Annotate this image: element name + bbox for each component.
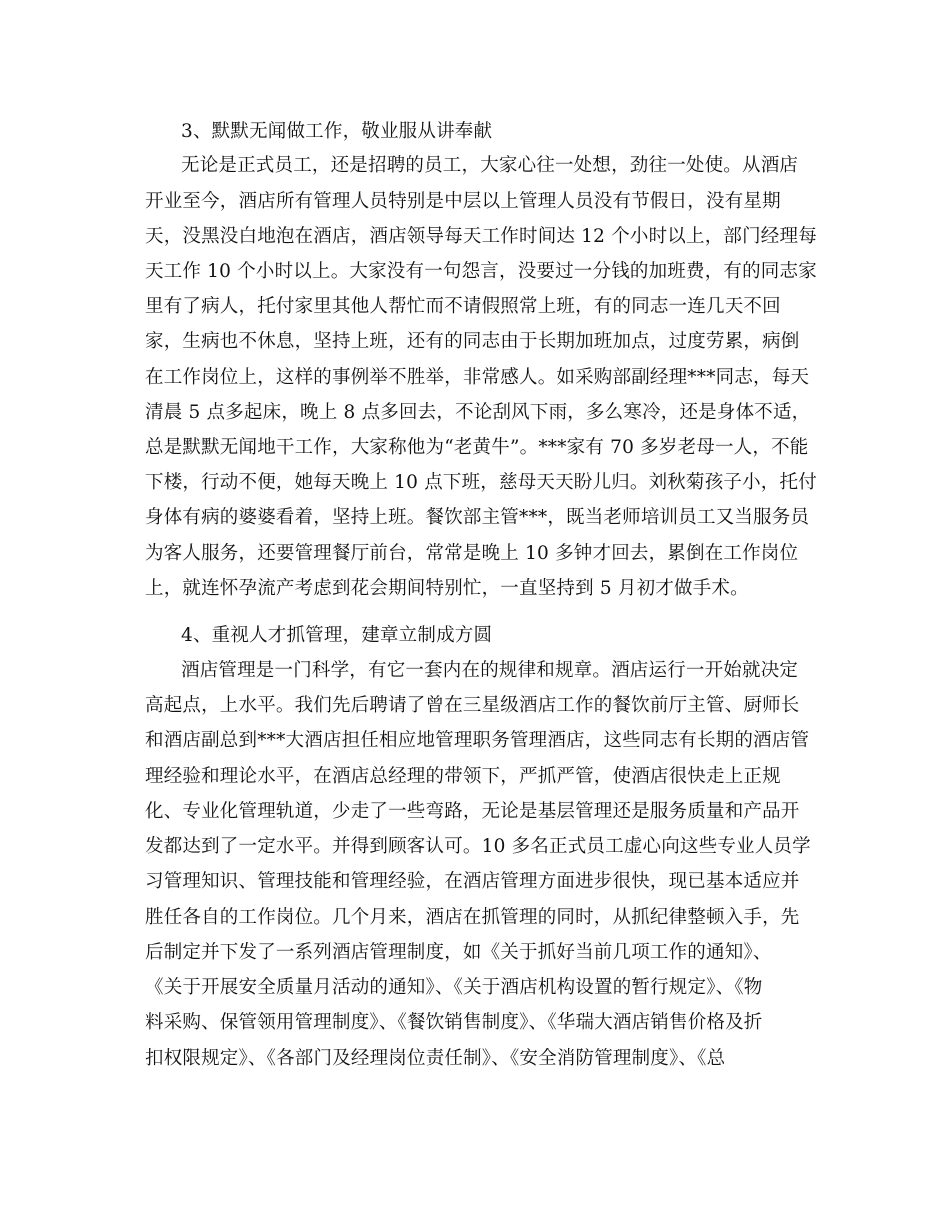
paragraph-line: 家，生病也不休息，坚持上班，还有的同志由于长期加班加点，过度劳累，病倒 <box>145 331 800 352</box>
paragraph-line: 高起点，上水平。我们先后聘请了曾在三星级酒店工作的餐饮前厅主管、厨师长 <box>145 695 800 716</box>
section-heading-4: 4、重视人才抓管理，建章立制成方圆 <box>181 625 493 646</box>
paragraph-line: 天，没黑没白地泡在酒店，酒店领导每天工作时间达 12 个小时以上，部门经理每 <box>145 226 817 247</box>
paragraph-line: 清晨 5 点多起床，晚上 8 点多回去，不论刮风下雨，多么寒冷，还是身体不适， <box>145 402 811 423</box>
paragraph-line: 下楼，行动不便，她每天晚上 10 点下班，慈母天天盼儿归。刘秋菊孩子小，托付 <box>145 472 817 493</box>
paragraph-line: 天工作 10 个小时以上。大家没有一句怨言，没要过一分钱的加班费，有的同志家 <box>145 261 817 282</box>
paragraph-line: 酒店管理是一门科学，有它一套内在的规律和规章。酒店运行一开始就决定 <box>181 660 799 681</box>
paragraph-line: 在工作岗位上，这样的事例举不胜举，非常感人。如采购部副经理***同志，每天 <box>145 367 810 388</box>
paragraph-line: 发都达到了一定水平。并得到顾客认可。10 多名正式员工虚心向这些专业人员学 <box>145 836 811 857</box>
paragraph-line: 《关于开展安全质量月活动的通知》、《关于酒店机构设置的暂行规定》、《物 <box>145 977 763 998</box>
paragraph-line: 理经验和理论水平，在酒店总经理的带领下，严抓严管，使酒店很快走上正规 <box>145 766 781 787</box>
paragraph-line: 扣权限规定》、《各部门及经理岗位责任制》、《安全消防管理制度》、《总 <box>145 1048 726 1069</box>
paragraph-line: 为客人服务，还要管理餐厅前台，常常是晚上 10 多钟才回去，累倒在工作岗位 <box>145 543 799 564</box>
paragraph-line: 胜任各自的工作岗位。几个月来，酒店在抓管理的同时，从抓纪律整顿入手，先 <box>145 907 800 928</box>
paragraph-line: 里有了病人，托付家里其他人帮忙而不请假照常上班，有的同志一连几天不回 <box>145 296 781 317</box>
paragraph-line: 习管理知识、管理技能和管理经验，在酒店管理方面进步很快，现已基本适应并 <box>145 871 800 892</box>
paragraph-line: 身体有病的婆婆看着，坚持上班。餐饮部主管***，既当老师培训员工又当服务员 <box>145 507 810 528</box>
paragraph-line: 开业至今，酒店所有管理人员特别是中层以上管理人员没有节假日，没有星期 <box>145 191 781 212</box>
paragraph-line: 无论是正式员工，还是招聘的员工，大家心往一处想，劲往一处使。从酒店 <box>181 155 799 176</box>
paragraph-line: 料采购、保管领用管理制度》、《餐饮销售制度》、《华瑞大酒店销售价格及折 <box>145 1012 763 1033</box>
paragraph-line: 上，就连怀孕流产考虑到花会期间特别忙，一直坚持到 5 月初才做手术。 <box>145 578 749 599</box>
section-heading-3: 3、默默无闻做工作，敬业服从讲奉献 <box>181 121 493 142</box>
paragraph-line: 化、专业化管理轨道，少走了一些弯路，无论是基层管理还是服务质量和产品开 <box>145 801 800 822</box>
paragraph-line: 总是默默无闻地干工作，大家称他为“老黄牛”。***家有 70 多岁老母一人，不能 <box>145 437 809 458</box>
paragraph-line: 后制定并下发了一系列酒店管理制度，如《关于抓好当前几项工作的通知》、 <box>145 942 772 963</box>
paragraph-line: 和酒店副总到***大酒店担任相应地管理职务管理酒店，这些同志有长期的酒店管 <box>145 730 810 751</box>
